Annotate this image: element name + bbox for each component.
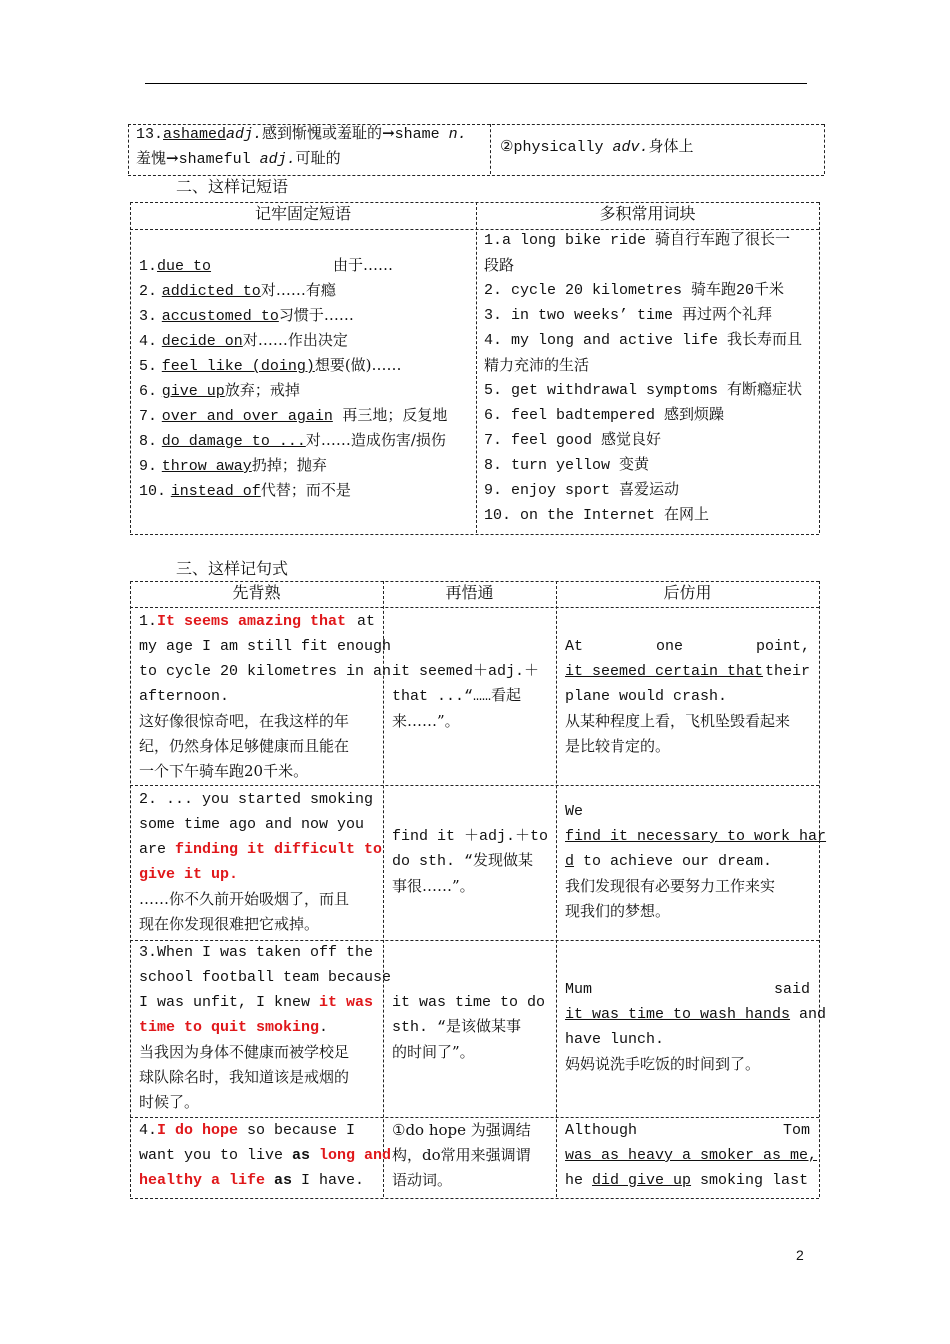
header-rule xyxy=(145,83,807,84)
chunk-item: 段路 xyxy=(484,256,515,274)
r3-c2-line1: it was time to do xyxy=(392,994,546,1011)
r2-c1-line2: some time ago and now you xyxy=(139,816,365,833)
r2-c1-line6: 现在你发现很难把它戒掉。 xyxy=(139,915,320,933)
chunk-item: 2. cycle 20 kilometres 骑车跑20千米 xyxy=(484,282,785,299)
r4-c2-line1: ①do hope 为强调结 xyxy=(392,1121,531,1139)
col-title-word-chunks: 多积常用词块 xyxy=(599,204,696,223)
r1-c3-line5: 是比较肯定的。 xyxy=(565,737,671,755)
r1-c1-line3: to cycle 20 kilometres in an xyxy=(139,663,392,680)
chunk-item: 4. my long and active life 我长寿而且 xyxy=(484,332,803,349)
chunk-item: 8. turn yellow 变黄 xyxy=(484,457,650,474)
r3-c1-line7: 时候了。 xyxy=(139,1093,200,1111)
chunk-item: 3. in two weeks’ time 再过两个礼拜 xyxy=(484,307,773,324)
r3-c1-line6: 球队除名时，我知道该是戒烟的 xyxy=(139,1068,350,1086)
r3-c1-line4: time to quit smoking. xyxy=(139,1019,329,1036)
phrase-item: 4. decide on对……作出决定 xyxy=(139,331,348,350)
r2-c3-line2: find it necessary to work har xyxy=(565,828,827,845)
col-title-memorize: 先背熟 xyxy=(232,583,281,602)
phrase-item: 2. addicted to对……有瘾 xyxy=(139,281,336,300)
section-heading-phrases: 二、这样记短语 xyxy=(176,177,289,196)
phrase-item: 9. throw away扔掉；抛弃 xyxy=(139,456,327,475)
phrase-item: 8. do damage to ...对……造成伤害/损伤 xyxy=(139,431,446,450)
col-title-fixed-phrases: 记牢固定短语 xyxy=(254,204,351,223)
r1-c3-line2: it seemed certain that their xyxy=(565,663,810,680)
col-title-understand: 再悟通 xyxy=(445,583,494,602)
col-title-imitate: 后仿用 xyxy=(663,583,712,602)
r3-c3-line2: it was time to wash hands and xyxy=(565,1006,827,1023)
chunk-item: 5. get withdrawal symptoms 有断瘾症状 xyxy=(484,382,803,399)
r4-c3-line1: Although Tom xyxy=(565,1122,810,1139)
r2-c2-line2: do sth. “发现做某 xyxy=(392,853,534,870)
r4-c3-line3: he did give up smoking last xyxy=(565,1172,809,1189)
r3-c3-line3: have lunch. xyxy=(565,1031,665,1048)
phrase-item: 5. feel like (doing)想要(做)…… xyxy=(139,356,402,375)
r2-c1-line1: 2. ... you started smoking xyxy=(139,791,374,808)
chunk-item: 9. enjoy sport 喜爱运动 xyxy=(484,482,680,499)
phrase-item: 7. over and over again 再三地；反复地 xyxy=(139,406,448,425)
r4-c1-line2: want you to live as long and xyxy=(139,1147,392,1164)
r1-c3-line1: At one point, xyxy=(565,638,810,655)
r4-c1-line3: healthy a life as I have. xyxy=(139,1172,365,1189)
r2-c2-line1: find it ＋adj.＋to xyxy=(392,828,549,845)
vocab-item-physically: ②physically adv.身体上 xyxy=(500,137,694,156)
r2-c3-line5: 现我们的梦想。 xyxy=(565,902,671,920)
phrase-item: 10. instead of代替；而不是 xyxy=(139,481,351,500)
r2-c1-line4: give it up. xyxy=(139,866,239,883)
vocab-item-ashamed: 13.ashamedadj.感到惭愧或羞耻的→shame n. xyxy=(136,124,467,143)
r3-c2-line2: sth. “是该做某事 xyxy=(392,1019,522,1036)
r1-c1-line4: afternoon. xyxy=(139,688,230,705)
chunk-item: 6. feel badtempered 感到烦躁 xyxy=(484,407,725,424)
r3-c1-line1: 3.When I was taken off the xyxy=(139,944,374,961)
r4-c1-line1: 4.I do hope so because I xyxy=(139,1122,356,1139)
chunk-item: 1.a long bike ride 骑自行车跑了很长一 xyxy=(484,232,791,249)
r2-c3-line3: d to achieve our dream. xyxy=(565,853,773,870)
phrase-item: 6. give up放弃；戒掉 xyxy=(139,381,300,400)
r3-c1-line2: school football team because xyxy=(139,969,392,986)
r4-c2-line2: 构，do常用来强调谓 xyxy=(392,1146,531,1164)
chunk-item: 10. on the Internet 在网上 xyxy=(484,507,710,524)
r1-c2-line2: that ...“……看起 xyxy=(392,688,522,705)
r1-c1-line5: 这好像很惊奇吧，在我这样的年 xyxy=(139,712,350,730)
r1-c1-line6: 纪，仍然身体足够健康而且能在 xyxy=(139,737,350,755)
r3-c2-line3: 的时间了”。 xyxy=(392,1043,475,1061)
r1-c2-line3: 来……”。 xyxy=(392,712,460,730)
r1-c1-line2: my age I am still fit enough xyxy=(139,638,392,655)
r4-c3-line2: was as heavy a smoker as me, xyxy=(565,1147,818,1164)
r1-c1-line1: 1.It seems amazing that at xyxy=(139,613,375,630)
r4-c2-line3: 语动词。 xyxy=(392,1171,453,1189)
r2-c1-line3: are finding it difficult to xyxy=(139,841,383,858)
r2-c3-line1: We xyxy=(565,803,584,820)
r1-c1-line7: 一个下午骑车跑20千米。 xyxy=(139,762,309,780)
r1-c2-line1: it seemed＋adj.＋ xyxy=(392,663,540,680)
vocab-item-ashamed-line2: 羞愧→shameful adj.可耻的 xyxy=(136,149,341,168)
phrase-item: 1.due to 由于…… xyxy=(139,256,394,275)
section-heading-sentences: 三、这样记句式 xyxy=(176,559,289,578)
r3-c3-line4: 妈妈说洗手吃饭的时间到了。 xyxy=(565,1055,761,1073)
r3-c1-line5: 当我因为身体不健康而被学校足 xyxy=(139,1043,350,1061)
r2-c2-line3: 事很……”。 xyxy=(392,877,475,895)
page-number: 2 xyxy=(796,1247,804,1263)
r3-c1-line3: I was unfit, I knew it was xyxy=(139,994,374,1011)
chunk-item: 精力充沛的生活 xyxy=(484,356,590,374)
r1-c3-line3: plane would crash. xyxy=(565,688,728,705)
r3-c3-line1: Mum said xyxy=(565,981,810,998)
r2-c1-line5: ……你不久前开始吸烟了，而且 xyxy=(139,890,350,908)
r1-c3-line4: 从某种程度上看，飞机坠毁看起来 xyxy=(565,712,791,730)
phrase-item: 3. accustomed to习惯于…… xyxy=(139,306,354,325)
r2-c3-line4: 我们发现很有必要努力工作来实 xyxy=(565,877,776,895)
chunk-item: 7. feel good 感觉良好 xyxy=(484,432,662,449)
